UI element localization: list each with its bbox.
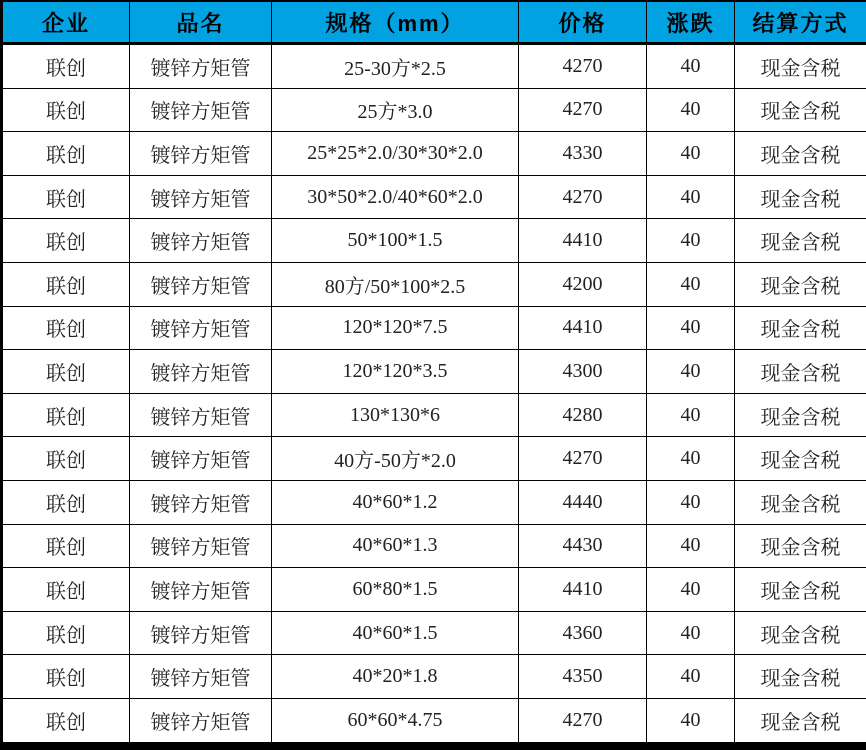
table-cell: 现金含税 — [735, 262, 866, 306]
table-row — [2, 698, 866, 745]
table-row — [2, 44, 866, 89]
table-row — [2, 306, 866, 350]
table-body — [2, 44, 866, 746]
table-cell: 现金含税 — [735, 132, 866, 176]
table-cell: 40 — [647, 350, 735, 394]
table-cell: 现金含税 — [735, 88, 866, 132]
table-cell: 4330 — [519, 132, 647, 176]
table-cell: 镀锌方矩管 — [130, 568, 272, 612]
table-cell: 镀锌方矩管 — [130, 393, 272, 437]
table-cell: 4300 — [519, 350, 647, 394]
table-cell: 联创 — [2, 480, 130, 524]
table-cell: 镀锌方矩管 — [130, 175, 272, 219]
table-cell: 40 — [647, 44, 735, 89]
table-cell: 联创 — [2, 175, 130, 219]
table-cell: 40方-50方*2.0 — [272, 437, 519, 481]
table-cell: 联创 — [2, 350, 130, 394]
table-cell: 4350 — [519, 655, 647, 699]
table-row — [2, 437, 866, 481]
table-row — [2, 393, 866, 437]
table-cell: 现金含税 — [735, 568, 866, 612]
header-row — [2, 1, 866, 44]
table-row — [2, 132, 866, 176]
table-cell: 30*50*2.0/40*60*2.0 — [272, 175, 519, 219]
column-header: 企业 — [2, 1, 130, 44]
table-row — [2, 568, 866, 612]
table-cell: 120*120*7.5 — [272, 306, 519, 350]
table-row — [2, 480, 866, 524]
table-cell: 40 — [647, 132, 735, 176]
table-cell: 镀锌方矩管 — [130, 88, 272, 132]
table-row — [2, 655, 866, 699]
table-row — [2, 611, 866, 655]
table-cell: 4360 — [519, 611, 647, 655]
table-cell: 80方/50*100*2.5 — [272, 262, 519, 306]
table-cell: 现金含税 — [735, 524, 866, 568]
table-cell: 镀锌方矩管 — [130, 698, 272, 745]
table-cell: 25-30方*2.5 — [272, 44, 519, 89]
table-cell: 4440 — [519, 480, 647, 524]
table-cell: 联创 — [2, 88, 130, 132]
table-cell: 4270 — [519, 88, 647, 132]
table-cell: 50*100*1.5 — [272, 219, 519, 263]
table-cell: 现金含税 — [735, 44, 866, 89]
table-cell: 镀锌方矩管 — [130, 132, 272, 176]
table-cell: 40*60*1.3 — [272, 524, 519, 568]
table-cell: 联创 — [2, 262, 130, 306]
table-cell: 120*120*3.5 — [272, 350, 519, 394]
table-cell: 镀锌方矩管 — [130, 219, 272, 263]
table-cell: 25方*3.0 — [272, 88, 519, 132]
table-cell: 镀锌方矩管 — [130, 655, 272, 699]
table-cell: 镀锌方矩管 — [130, 437, 272, 481]
table-header — [2, 1, 866, 44]
table-cell: 40 — [647, 568, 735, 612]
table-cell: 40 — [647, 480, 735, 524]
table-row — [2, 219, 866, 263]
table-cell: 联创 — [2, 437, 130, 481]
table-cell: 40 — [647, 611, 735, 655]
table-cell: 4280 — [519, 393, 647, 437]
table-cell: 现金含税 — [735, 393, 866, 437]
column-header: 涨跌 — [647, 1, 735, 44]
table-cell: 现金含税 — [735, 480, 866, 524]
table-cell: 现金含税 — [735, 655, 866, 699]
table-cell: 4410 — [519, 568, 647, 612]
table-row — [2, 350, 866, 394]
table-cell: 40 — [647, 219, 735, 263]
table-cell: 联创 — [2, 393, 130, 437]
table-cell: 镀锌方矩管 — [130, 44, 272, 89]
table-cell: 4410 — [519, 219, 647, 263]
table-cell: 现金含税 — [735, 611, 866, 655]
table-cell: 现金含税 — [735, 175, 866, 219]
table-cell: 联创 — [2, 611, 130, 655]
table-cell: 联创 — [2, 698, 130, 745]
table-cell: 镀锌方矩管 — [130, 306, 272, 350]
table-cell: 联创 — [2, 655, 130, 699]
table-cell: 130*130*6 — [272, 393, 519, 437]
table-cell: 40 — [647, 306, 735, 350]
table-cell: 联创 — [2, 568, 130, 612]
table-cell: 镀锌方矩管 — [130, 611, 272, 655]
table-row — [2, 524, 866, 568]
table-cell: 镀锌方矩管 — [130, 480, 272, 524]
table-cell: 4270 — [519, 44, 647, 89]
table-cell: 60*60*4.75 — [272, 698, 519, 745]
table-cell: 现金含税 — [735, 698, 866, 745]
table-cell: 40 — [647, 698, 735, 745]
table-cell: 镀锌方矩管 — [130, 350, 272, 394]
column-header: 结算方式 — [735, 1, 866, 44]
table-cell: 40 — [647, 655, 735, 699]
table-cell: 40*60*1.5 — [272, 611, 519, 655]
table-cell: 联创 — [2, 306, 130, 350]
column-header: 规格（mm） — [272, 1, 519, 44]
table-cell: 联创 — [2, 219, 130, 263]
table-cell: 现金含税 — [735, 437, 866, 481]
table-row — [2, 88, 866, 132]
table-cell: 40 — [647, 88, 735, 132]
table-cell: 现金含税 — [735, 350, 866, 394]
table-cell: 4270 — [519, 437, 647, 481]
table-cell: 镀锌方矩管 — [130, 524, 272, 568]
column-header: 价格 — [519, 1, 647, 44]
table-cell: 40 — [647, 437, 735, 481]
table-cell: 25*25*2.0/30*30*2.0 — [272, 132, 519, 176]
table-cell: 4270 — [519, 698, 647, 745]
table-cell: 60*80*1.5 — [272, 568, 519, 612]
table-cell: 40 — [647, 393, 735, 437]
table-cell: 40*60*1.2 — [272, 480, 519, 524]
table-cell: 40 — [647, 175, 735, 219]
table-cell: 4430 — [519, 524, 647, 568]
table-cell: 联创 — [2, 44, 130, 89]
table-cell: 40 — [647, 262, 735, 306]
column-header: 品名 — [130, 1, 272, 44]
table-row — [2, 262, 866, 306]
table-cell: 联创 — [2, 524, 130, 568]
table-cell: 40*20*1.8 — [272, 655, 519, 699]
table-cell: 现金含税 — [735, 219, 866, 263]
table-cell: 现金含税 — [735, 306, 866, 350]
table-row — [2, 175, 866, 219]
table-cell: 镀锌方矩管 — [130, 262, 272, 306]
table-cell: 4200 — [519, 262, 647, 306]
table-cell: 40 — [647, 524, 735, 568]
table-cell: 联创 — [2, 132, 130, 176]
table-cell: 4410 — [519, 306, 647, 350]
table-cell: 4270 — [519, 175, 647, 219]
